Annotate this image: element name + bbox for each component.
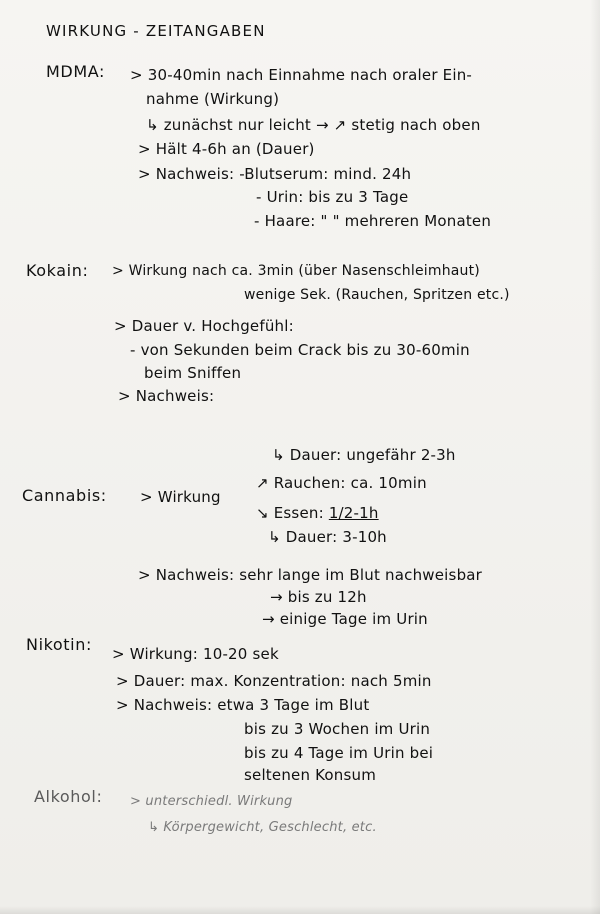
nikotin-line-4: bis zu 3 Wochen im Urin [244, 720, 431, 738]
kokain-line-1: > Wirkung nach ca. 3min (über Nasenschleimhaut) [112, 263, 480, 279]
section-label-nikotin: Nikotin: [26, 635, 92, 654]
cannabis-dauer-rauchen: ↳ Dauer: ungefähr 2-3h [272, 446, 456, 464]
nikotin-line-6: seltenen Konsum [244, 766, 377, 784]
cannabis-essen-prefix: ↘ Essen: [256, 504, 329, 522]
page-bottom-shadow [0, 906, 600, 914]
mdma-line-6: - Urin: bis zu 3 Tage [256, 188, 409, 206]
cannabis-nachweis-3: → einige Tage im Urin [262, 610, 428, 628]
cannabis-nachweis-1: > Nachweis: sehr lange im Blut nachweisbar [138, 566, 483, 584]
kokain-line-5: beim Sniffen [144, 364, 242, 382]
mdma-line-3: ↳ zunächst nur leicht → ↗ stetig nach oben [146, 116, 481, 134]
nikotin-line-2: > Dauer: max. Konzentration: nach 5min [116, 672, 432, 690]
alkohol-line-2: ↳ Körpergewicht, Geschlecht, etc. [148, 820, 377, 835]
kokain-line-4: - von Sekunden beim Crack bis zu 30-60min [130, 341, 470, 359]
mdma-line-1: > 30-40min nach Einnahme nach oraler Ein- [130, 66, 473, 84]
alkohol-line-1: > unterschiedl. Wirkung [130, 794, 293, 809]
section-label-kokain: Kokain: [26, 261, 89, 280]
page-title: WIRKUNG - ZEITANGABEN [46, 22, 266, 40]
kokain-line-2: wenige Sek. (Rauchen, Spritzen etc.) [244, 287, 510, 303]
cannabis-wirkung: > Wirkung [140, 488, 221, 506]
cannabis-dauer-essen: ↳ Dauer: 3-10h [268, 528, 387, 546]
page-edge-shadow [590, 0, 600, 914]
cannabis-essen [256, 504, 379, 522]
kokain-line-3: > Dauer v. Hochgefühl: [114, 317, 294, 335]
kokain-line-6: > Nachweis: [118, 387, 215, 405]
nikotin-line-5: bis zu 4 Tage im Urin bei [244, 744, 434, 762]
mdma-line-5: > Nachweis: -Blutserum: mind. 24h [138, 165, 412, 183]
mdma-line-7: - Haare: " " mehreren Monaten [254, 212, 492, 230]
cannabis-rauchen: ↗ Rauchen: ca. 10min [256, 474, 427, 492]
section-label-mdma: MDMA: [46, 62, 105, 81]
nikotin-line-1: > Wirkung: 10-20 sek [112, 645, 279, 663]
mdma-line-4: > Hält 4-6h an (Dauer) [138, 140, 315, 158]
mdma-line-2: nahme (Wirkung) [146, 90, 280, 108]
section-label-cannabis: Cannabis: [22, 486, 107, 505]
section-label-alkohol: Alkohol: [34, 787, 103, 806]
nikotin-line-3: > Nachweis: etwa 3 Tage im Blut [116, 696, 370, 714]
cannabis-essen-value: 1/2-1h [328, 504, 379, 522]
cannabis-nachweis-2: → bis zu 12h [270, 588, 367, 606]
